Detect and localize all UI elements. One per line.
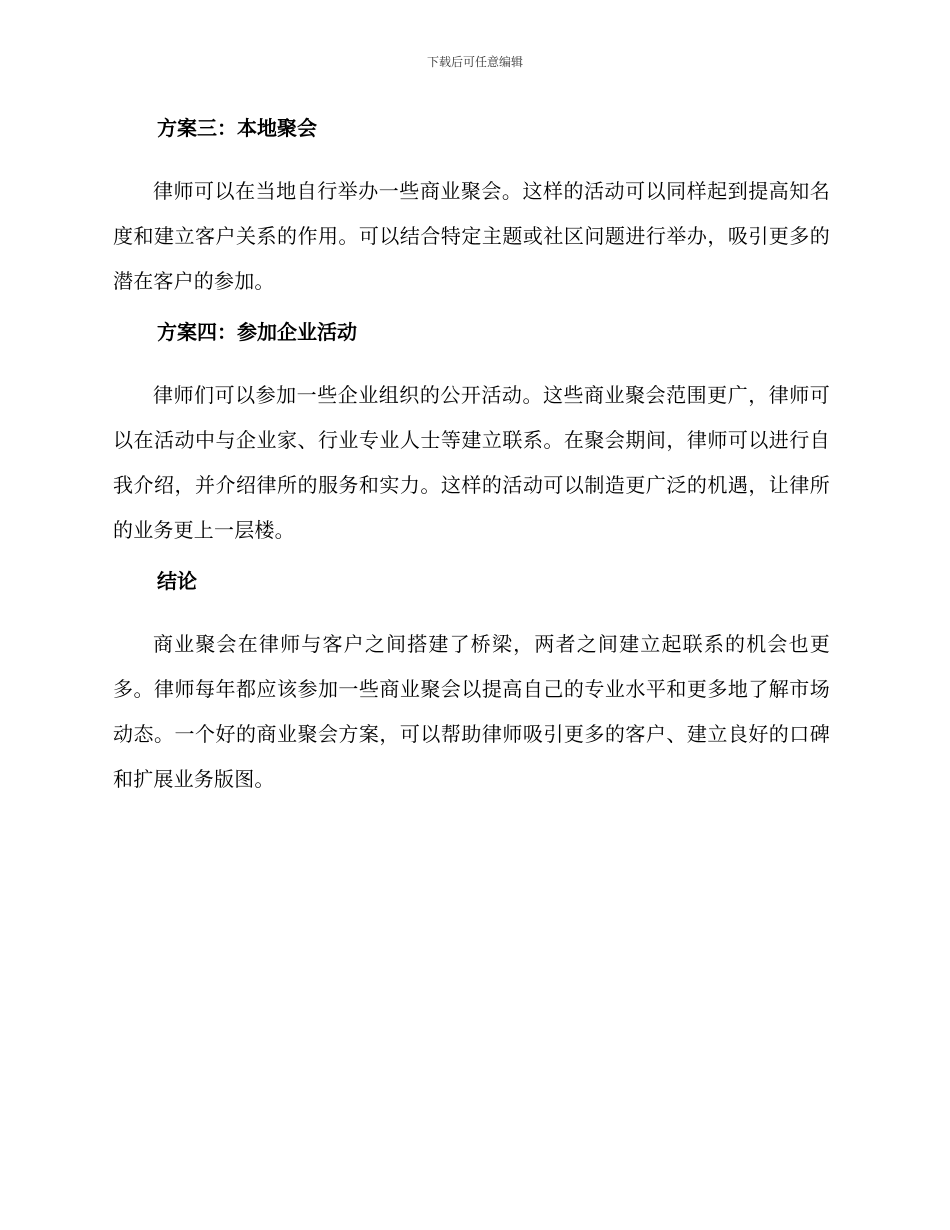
section-paragraph-conclusion: 商业聚会在律师与客户之间搭建了桥梁，两者之间建立起联系的机会也更多。律师每年都应该参加一些商业聚会以提高自己的专业水平和更多地了解市场动态。一个好的商业聚会方案，可以帮助律师吸引更多的客户、建立良好的口碑和扩展业务版图。 (113, 632, 830, 791)
document-body (113, 112, 830, 814)
page-header: 下载后可任意编辑 (426, 55, 523, 69)
section-heading-local-gathering: 方案三：本地聚会 (157, 116, 317, 140)
section-paragraph-enterprise-events: 律师们可以参加一些企业组织的公开活动。这些商业聚会范围更广，律师可以在活动中与企业家、行业专业人士等建立联系。在聚会期间，律师可以进行自我介绍，并介绍律所的服务和实力。这样的活动可以制造更广泛的机遇，让律所的业务更上一层楼。 (113, 383, 830, 542)
section-heading-conclusion: 结论 (157, 569, 197, 593)
section-paragraph-local-gathering: 律师可以在当地自行举办一些商业聚会。这样的活动可以同样起到提高知名度和建立客户关系的作用。可以结合特定主题或社区问题进行举办，吸引更多的潜在客户的参加。 (113, 179, 830, 293)
section-heading-enterprise-events: 方案四：参加企业活动 (157, 320, 357, 344)
